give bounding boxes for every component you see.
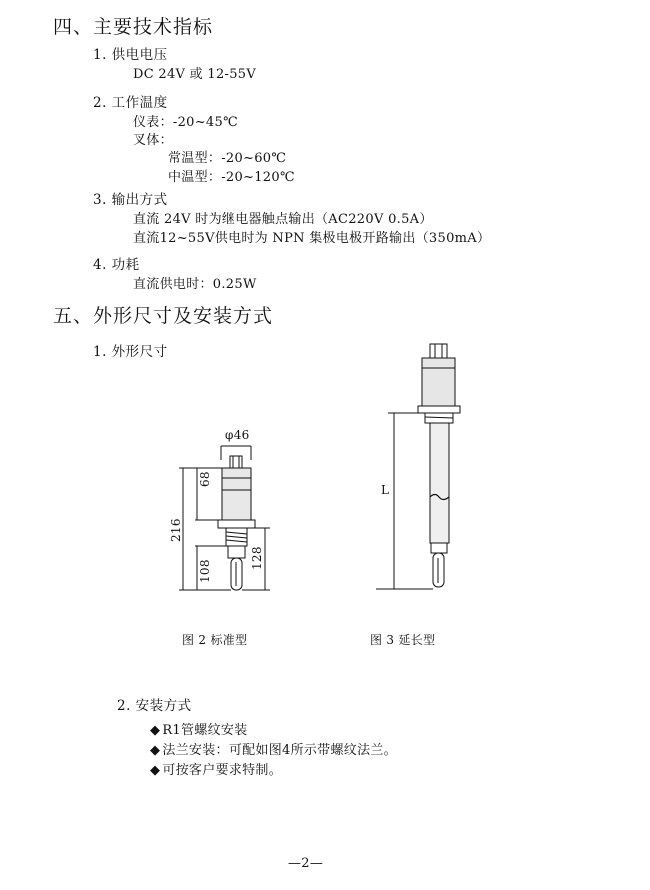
fig2-dim-216: 216 (169, 518, 183, 542)
spec-3-heading: 3. 输出方式 (93, 192, 168, 208)
figure-3-caption: 图 3 延长型 (370, 633, 436, 647)
spec-1-heading: 1. 供电电压 (93, 47, 168, 63)
diamond-icon: ◆ (150, 743, 161, 758)
install-item-2: ◆ 法兰安装：可配如图4所示带螺纹法兰。 (150, 743, 397, 758)
install-item-3: ◆ 可按客户要求特制。 (150, 763, 283, 778)
installation-heading: 2. 安装方式 (117, 698, 192, 714)
spec-4-heading: 4. 功耗 (93, 257, 140, 273)
fig3-fork-base (431, 543, 447, 553)
spec-2-line-2: 叉体： (133, 133, 173, 148)
spec-2-heading: 2. 工作温度 (93, 95, 168, 111)
fig3-housing (422, 358, 455, 406)
fig3-collar (418, 406, 460, 413)
spec-3-line-1: 直流 24V 时为继电器触点输出（AC220V 0.5A） (133, 212, 433, 227)
fig2-diameter-label: φ46 (225, 428, 250, 442)
fig3-dim-L: L (381, 483, 390, 497)
spec-1-line-1: DC 24V 或 12-55V (133, 67, 257, 82)
spec-2-line-3: 常温型：-20~60℃ (168, 151, 287, 166)
fig2-fork-base (228, 546, 245, 558)
fig2-dim-68: 68 (198, 471, 212, 487)
fig2-top-nut (230, 456, 242, 468)
diamond-icon: ◆ (150, 763, 161, 778)
fig3-top-nut (430, 344, 447, 358)
diamond-icon: ◆ (150, 723, 161, 738)
section-5-title: 五、外形尺寸及安装方式 (53, 305, 274, 327)
dimensions-heading: 1. 外形尺寸 (93, 344, 168, 360)
spec-2-line-1: 仪表：-20~45℃ (133, 115, 238, 130)
fig2-collar (218, 520, 255, 528)
page-number: —2— (288, 856, 324, 871)
spec-2-line-4: 中温型：-20~120℃ (168, 170, 295, 185)
spec-3-line-2: 直流12~55V供电时为 NPN 集极电极开路输出（350mA） (133, 231, 491, 246)
spec-4-line-1: 直流供电时：0.25W (133, 277, 257, 292)
fig2-dim-128: 128 (250, 546, 264, 570)
figure-2-caption: 图 2 标准型 (182, 633, 248, 647)
figure-3-drawing (376, 344, 460, 589)
fig3-extension-tube (430, 423, 449, 543)
fig2-housing (222, 468, 251, 520)
install-item-1: ◆ R1管螺纹安装 (150, 723, 248, 738)
section-4-title: 四、主要技术指标 (53, 16, 214, 38)
fig2-dim-108: 108 (198, 559, 212, 583)
